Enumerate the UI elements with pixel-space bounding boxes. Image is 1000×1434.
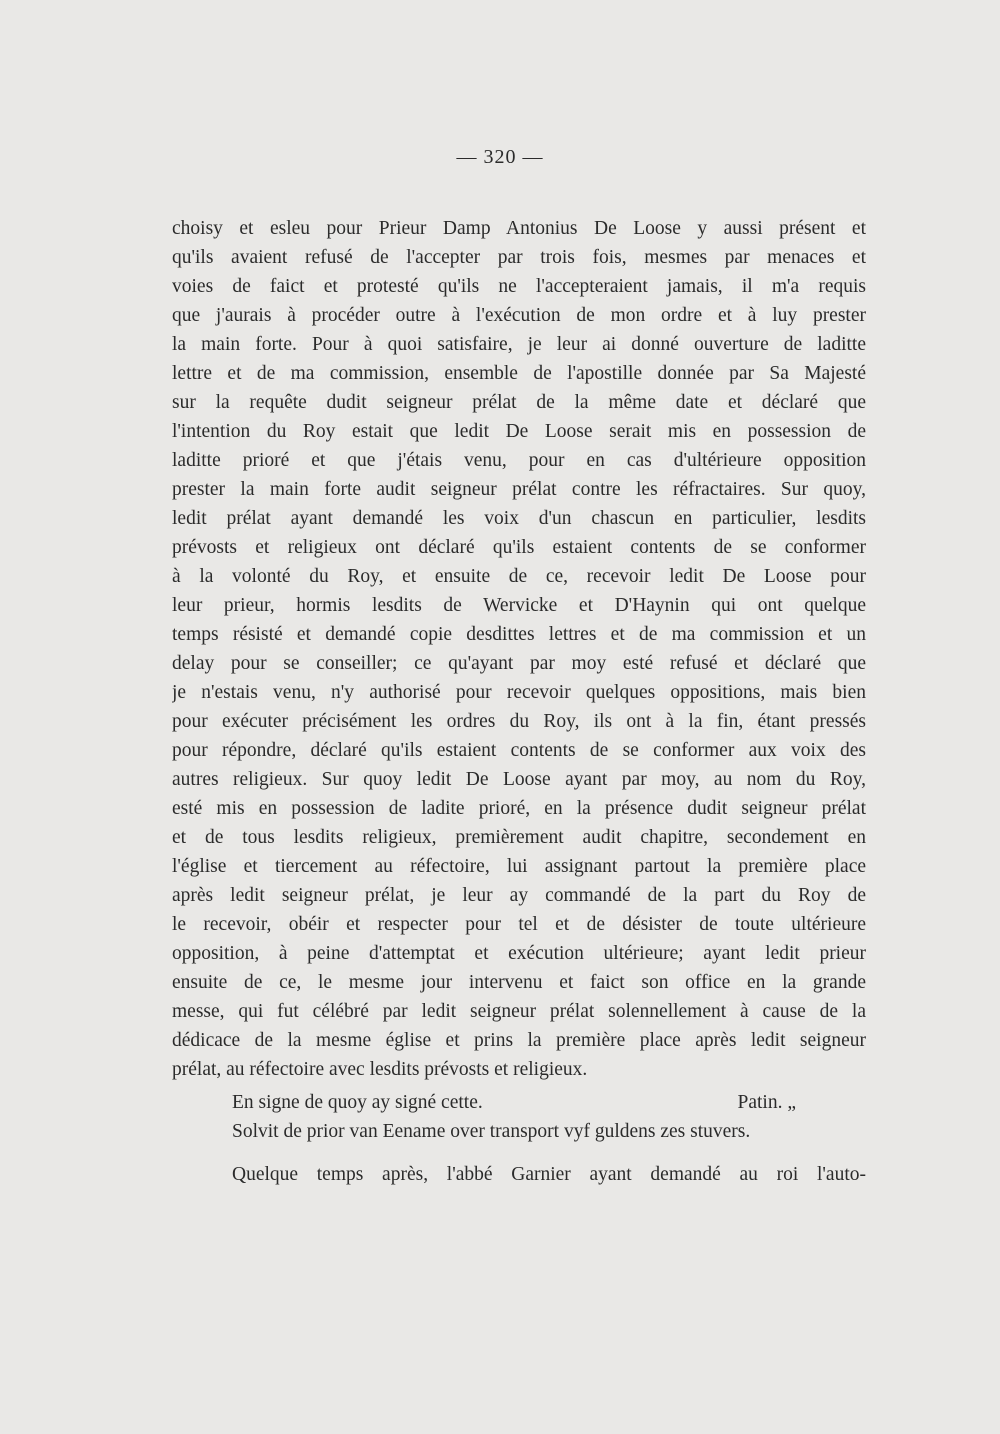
text-line: l'intention du Roy estait que ledit De Loose serait mis en possession de xyxy=(172,421,866,442)
text-line: sur la requête dudit seigneur prélat de la même date et déclaré que xyxy=(172,392,866,413)
text-line: pour exécuter précisément les ordres du Roy, ils ont à la fin, étant pressés xyxy=(172,711,866,732)
text-line: opposition, à peine d'attemptat et exécution ultérieure; ayant ledit prieur xyxy=(172,943,866,964)
final-line: Quelque temps après, l'abbé Garnier ayant demandé au roi l'auto- xyxy=(232,1164,866,1185)
page-number: — 320 — xyxy=(456,146,544,168)
signature-line xyxy=(172,1088,866,1117)
text-line: lettre et de ma commission, ensemble de l'apostille donnée par Sa Majesté xyxy=(172,363,866,384)
text-line: qu'ils avaient refusé de l'accepter par trois fois, mesmes par menaces et xyxy=(172,247,866,268)
text-line: choisy et esleu pour Prieur Damp Antonius De Loose y aussi présent et xyxy=(172,218,866,239)
text-line: messe, qui fut célébré par ledit seigneur prélat solennellement à cause de la xyxy=(172,1001,866,1022)
text-line: delay pour se conseiller; ce qu'ayant par moy esté refusé et déclaré que xyxy=(172,653,866,674)
text-line: après ledit seigneur prélat, je leur ay commandé de la part du Roy de xyxy=(172,885,866,906)
solvit-line: Solvit de prior van Eename over transport vyf guldens zes stuvers. xyxy=(232,1121,751,1142)
text-line: ensuite de ce, le mesme jour intervenu et faict son office en la grande xyxy=(172,972,866,993)
text-line: pour répondre, déclaré qu'ils estaient contents de se conformer aux voix des xyxy=(172,740,866,761)
text-line: à la volonté du Roy, et ensuite de ce, recevoir ledit De Loose pour xyxy=(172,566,866,587)
text-line: dédicace de la mesme église et prins la première place après ledit seigneur xyxy=(172,1030,866,1051)
body-text xyxy=(172,214,866,1189)
text-line: l'église et tiercement au réfectoire, lui assignant partout la première place xyxy=(172,856,866,877)
text-line: esté mis en possession de ladite prioré, en la présence dudit seigneur prélat xyxy=(172,798,866,819)
text-line: autres religieux. Sur quoy ledit De Loose ayant par moy, au nom du Roy, xyxy=(172,769,866,790)
text-line: voies de faict et protesté qu'ils ne l'accepteraient jamais, il m'a requis xyxy=(172,276,866,297)
signature-text: En signe de quoy ay signé cette. xyxy=(232,1092,483,1113)
text-line: leur prieur, hormis lesdits de Wervicke et D'Haynin qui ont quelque xyxy=(172,595,866,616)
text-line: je n'estais venu, n'y authorisé pour recevoir quelques oppositions, mais bien xyxy=(172,682,866,703)
text-line: prélat, au réfectoire avec lesdits prévosts et religieux. xyxy=(172,1059,588,1080)
signature-name: Patin. „ xyxy=(737,1092,796,1113)
text-line: le recevoir, obéir et respecter pour tel et de désister de toute ultérieure xyxy=(172,914,866,935)
text-line: et de tous lesdits religieux, premièrement audit chapitre, secondement en xyxy=(172,827,866,848)
text-line: la main forte. Pour à quoi satisfaire, je leur ai donné ouverture de laditte xyxy=(172,334,866,355)
text-line: temps résisté et demandé copie desdittes lettres et de ma commission et un xyxy=(172,624,866,645)
text-line: prester la main forte audit seigneur prélat contre les réfractaires. Sur quoy, xyxy=(172,479,866,500)
text-line: prévosts et religieux ont déclaré qu'ils estaient contents de se conformer xyxy=(172,537,866,558)
text-line: ledit prélat ayant demandé les voix d'un chascun en particulier, lesdits xyxy=(172,508,866,529)
text-line: laditte prioré et que j'étais venu, pour en cas d'ultérieure opposition xyxy=(172,450,866,471)
text-line: que j'aurais à procéder outre à l'exécution de mon ordre et à luy prester xyxy=(172,305,866,326)
